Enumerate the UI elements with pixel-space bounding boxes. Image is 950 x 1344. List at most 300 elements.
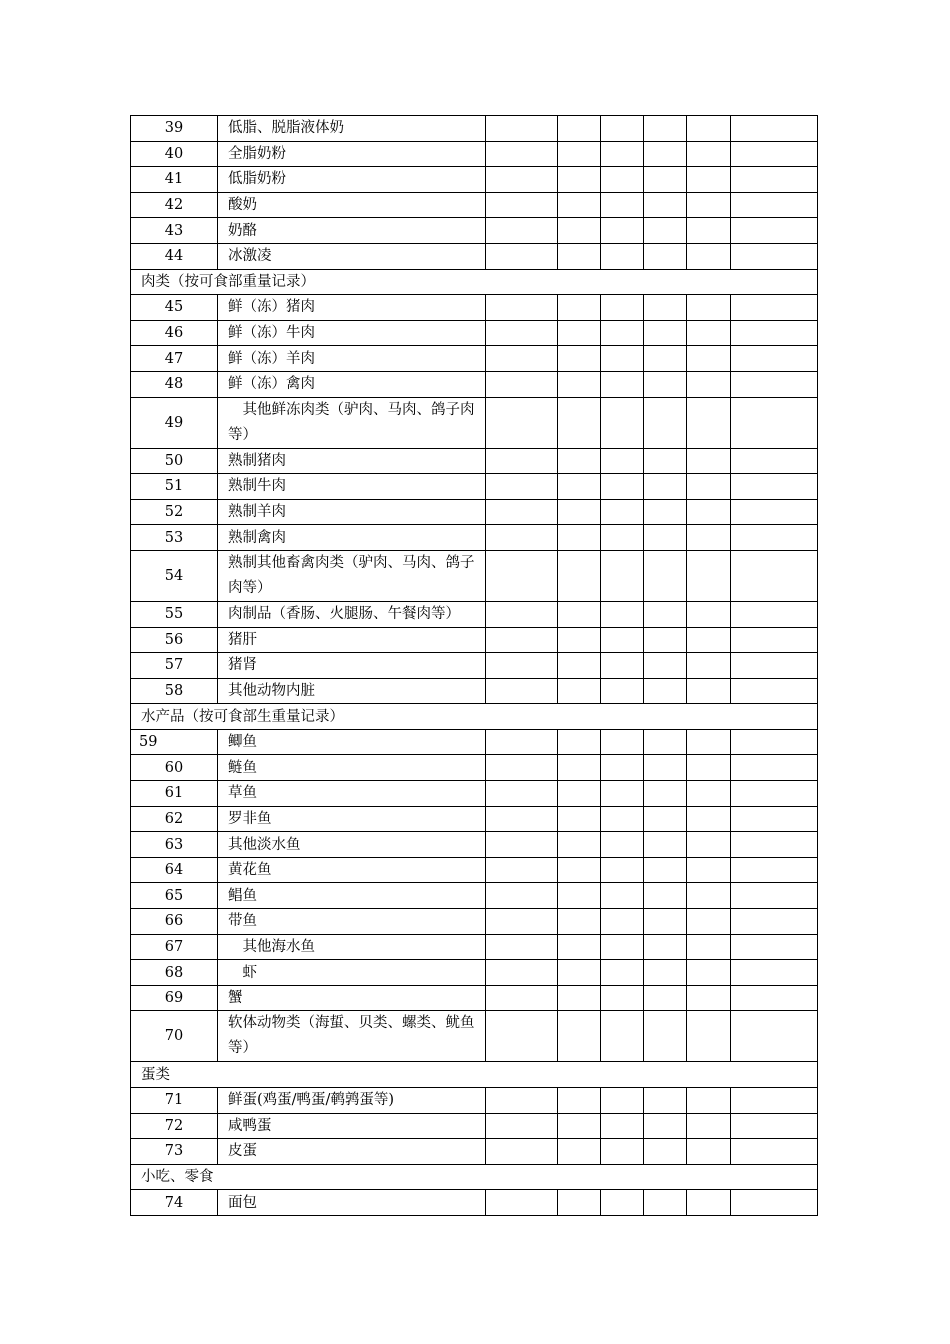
entry-cell[interactable]: [558, 218, 601, 244]
entry-cell[interactable]: [644, 678, 687, 704]
table-row: [131, 601, 818, 627]
entry-cell[interactable]: [731, 1113, 818, 1139]
table-row: [131, 243, 818, 269]
entry-cell[interactable]: [687, 448, 731, 474]
entry-cell[interactable]: [601, 806, 644, 832]
table-row: [131, 295, 818, 321]
food-name: 鲳鱼: [218, 883, 486, 909]
food-name: 熟制猪肉: [218, 448, 486, 474]
entry-cell[interactable]: [687, 346, 731, 372]
entry-cell[interactable]: [644, 192, 687, 218]
entry-cell[interactable]: [687, 1088, 731, 1114]
entry-cell[interactable]: [731, 755, 818, 781]
entry-cell[interactable]: [486, 678, 558, 704]
entry-cell[interactable]: [644, 960, 687, 986]
entry-cell[interactable]: [644, 627, 687, 653]
entry-cell[interactable]: [731, 525, 818, 551]
section-title: 肉类（按可食部重量记录）: [131, 269, 818, 295]
entry-cell[interactable]: [601, 627, 644, 653]
entry-cell[interactable]: [687, 320, 731, 346]
entry-cell[interactable]: [601, 883, 644, 909]
item-number: 56: [131, 627, 218, 653]
entry-cell[interactable]: [486, 806, 558, 832]
entry-cell[interactable]: [687, 192, 731, 218]
food-name: 软体动物类（海蜇、贝类、螺类、鱿鱼等）: [218, 1011, 486, 1062]
entry-cell[interactable]: [601, 448, 644, 474]
entry-cell[interactable]: [558, 474, 601, 500]
entry-cell[interactable]: [644, 1190, 687, 1216]
entry-cell[interactable]: [601, 243, 644, 269]
entry-cell[interactable]: [687, 781, 731, 807]
section-header-row: [131, 1062, 818, 1088]
entry-cell[interactable]: [486, 960, 558, 986]
entry-cell[interactable]: [644, 934, 687, 960]
entry-cell[interactable]: [601, 909, 644, 935]
entry-cell[interactable]: [644, 601, 687, 627]
entry-cell[interactable]: [644, 755, 687, 781]
entry-cell[interactable]: [731, 1190, 818, 1216]
entry-cell[interactable]: [558, 167, 601, 193]
table-row: [131, 167, 818, 193]
entry-cell[interactable]: [601, 1088, 644, 1114]
entry-cell[interactable]: [558, 1088, 601, 1114]
table-row: [131, 806, 818, 832]
entry-cell[interactable]: [687, 474, 731, 500]
entry-cell[interactable]: [486, 1113, 558, 1139]
entry-cell[interactable]: [644, 653, 687, 679]
table-row: [131, 346, 818, 372]
entry-cell[interactable]: [687, 218, 731, 244]
entry-cell[interactable]: [644, 1011, 687, 1062]
entry-cell[interactable]: [558, 909, 601, 935]
food-name: 低脂、脱脂液体奶: [218, 116, 486, 142]
item-number: 52: [131, 499, 218, 525]
entry-cell[interactable]: [601, 1011, 644, 1062]
entry-cell[interactable]: [601, 678, 644, 704]
item-number: 42: [131, 192, 218, 218]
entry-cell[interactable]: [601, 755, 644, 781]
entry-cell[interactable]: [687, 1113, 731, 1139]
entry-cell[interactable]: [731, 320, 818, 346]
entry-cell[interactable]: [644, 985, 687, 1011]
entry-cell[interactable]: [601, 525, 644, 551]
section-title: 水产品（按可食部生重量记录）: [131, 704, 818, 730]
entry-cell[interactable]: [558, 806, 601, 832]
food-name: 熟制羊肉: [218, 499, 486, 525]
entry-cell[interactable]: [644, 218, 687, 244]
food-name: 低脂奶粉: [218, 167, 486, 193]
item-number: 67: [131, 934, 218, 960]
entry-cell[interactable]: [687, 1011, 731, 1062]
entry-cell[interactable]: [687, 397, 731, 448]
entry-cell[interactable]: [558, 627, 601, 653]
entry-cell[interactable]: [687, 1190, 731, 1216]
entry-cell[interactable]: [731, 729, 818, 755]
entry-cell[interactable]: [558, 116, 601, 142]
entry-cell[interactable]: [486, 627, 558, 653]
entry-cell[interactable]: [558, 371, 601, 397]
table-row: [131, 755, 818, 781]
entry-cell[interactable]: [486, 550, 558, 601]
entry-cell[interactable]: [601, 985, 644, 1011]
entry-cell[interactable]: [486, 167, 558, 193]
item-number: 50: [131, 448, 218, 474]
entry-cell[interactable]: [731, 627, 818, 653]
item-number: 53: [131, 525, 218, 551]
food-name: 猪肝: [218, 627, 486, 653]
entry-cell[interactable]: [486, 192, 558, 218]
entry-cell[interactable]: [486, 116, 558, 142]
food-name: 鲜蛋(鸡蛋/鸭蛋/鹌鹑蛋等): [218, 1088, 486, 1114]
food-name: 冰激凌: [218, 243, 486, 269]
entry-cell[interactable]: [558, 192, 601, 218]
food-name: 其他淡水鱼: [218, 832, 486, 858]
entry-cell[interactable]: [558, 1113, 601, 1139]
item-number: 74: [131, 1190, 218, 1216]
entry-cell[interactable]: [687, 601, 731, 627]
table-row: [131, 627, 818, 653]
entry-cell[interactable]: [687, 295, 731, 321]
entry-cell[interactable]: [558, 448, 601, 474]
entry-cell[interactable]: [687, 985, 731, 1011]
entry-cell[interactable]: [731, 934, 818, 960]
entry-cell[interactable]: [687, 499, 731, 525]
food-name: 其他动物内脏: [218, 678, 486, 704]
food-name: 其他海水鱼: [218, 934, 486, 960]
entry-cell[interactable]: [601, 1190, 644, 1216]
entry-cell[interactable]: [558, 243, 601, 269]
item-number: 61: [131, 781, 218, 807]
entry-cell[interactable]: [558, 755, 601, 781]
entry-cell[interactable]: [644, 397, 687, 448]
entry-cell[interactable]: [601, 601, 644, 627]
entry-cell[interactable]: [601, 295, 644, 321]
entry-cell[interactable]: [644, 550, 687, 601]
entry-cell[interactable]: [486, 883, 558, 909]
entry-cell[interactable]: [731, 295, 818, 321]
entry-cell[interactable]: [486, 371, 558, 397]
entry-cell[interactable]: [687, 550, 731, 601]
entry-cell[interactable]: [731, 909, 818, 935]
entry-cell[interactable]: [601, 1139, 644, 1165]
food-name: 酸奶: [218, 192, 486, 218]
entry-cell[interactable]: [644, 474, 687, 500]
item-number: 45: [131, 295, 218, 321]
food-name: 草鱼: [218, 781, 486, 807]
item-number: 70: [131, 1011, 218, 1062]
entry-cell[interactable]: [558, 346, 601, 372]
entry-cell[interactable]: [601, 550, 644, 601]
entry-cell[interactable]: [558, 1011, 601, 1062]
entry-cell[interactable]: [687, 909, 731, 935]
entry-cell[interactable]: [731, 474, 818, 500]
item-number: 60: [131, 755, 218, 781]
entry-cell[interactable]: [644, 141, 687, 167]
item-number: 72: [131, 1113, 218, 1139]
food-name: 黄花鱼: [218, 857, 486, 883]
entry-cell[interactable]: [644, 781, 687, 807]
entry-cell[interactable]: [731, 397, 818, 448]
entry-cell[interactable]: [687, 678, 731, 704]
entry-cell[interactable]: [731, 448, 818, 474]
table-row: [131, 934, 818, 960]
entry-cell[interactable]: [731, 167, 818, 193]
section-title: 蛋类: [131, 1062, 818, 1088]
entry-cell[interactable]: [558, 960, 601, 986]
entry-cell[interactable]: [558, 781, 601, 807]
entry-cell[interactable]: [558, 320, 601, 346]
entry-cell[interactable]: [644, 320, 687, 346]
entry-cell[interactable]: [601, 371, 644, 397]
entry-cell[interactable]: [731, 653, 818, 679]
entry-cell[interactable]: [486, 909, 558, 935]
entry-cell[interactable]: [558, 934, 601, 960]
entry-cell[interactable]: [731, 806, 818, 832]
entry-cell[interactable]: [687, 857, 731, 883]
entry-cell[interactable]: [731, 141, 818, 167]
entry-cell[interactable]: [601, 192, 644, 218]
entry-cell[interactable]: [687, 653, 731, 679]
entry-cell[interactable]: [558, 601, 601, 627]
food-name: 面包: [218, 1190, 486, 1216]
food-name: 猪肾: [218, 653, 486, 679]
entry-cell[interactable]: [731, 960, 818, 986]
entry-cell[interactable]: [558, 883, 601, 909]
section-header-row: [131, 269, 818, 295]
entry-cell[interactable]: [486, 601, 558, 627]
entry-cell[interactable]: [687, 960, 731, 986]
entry-cell[interactable]: [687, 806, 731, 832]
entry-cell[interactable]: [486, 1139, 558, 1165]
item-number: 55: [131, 601, 218, 627]
entry-cell[interactable]: [731, 985, 818, 1011]
entry-cell[interactable]: [687, 116, 731, 142]
item-number: 39: [131, 116, 218, 142]
table-row: [131, 1011, 818, 1062]
table-row: [131, 397, 818, 448]
item-number: 43: [131, 218, 218, 244]
entry-cell[interactable]: [731, 243, 818, 269]
entry-cell[interactable]: [486, 295, 558, 321]
food-record-table: [130, 115, 818, 1216]
section-title: 小吃、零食: [131, 1164, 818, 1190]
entry-cell[interactable]: [644, 1113, 687, 1139]
entry-cell[interactable]: [687, 525, 731, 551]
entry-cell[interactable]: [644, 499, 687, 525]
entry-cell[interactable]: [558, 1139, 601, 1165]
item-number: 44: [131, 243, 218, 269]
entry-cell[interactable]: [558, 678, 601, 704]
food-name: 虾: [218, 960, 486, 986]
entry-cell[interactable]: [558, 1190, 601, 1216]
entry-cell[interactable]: [731, 499, 818, 525]
entry-cell[interactable]: [731, 883, 818, 909]
entry-cell[interactable]: [601, 167, 644, 193]
entry-cell[interactable]: [558, 550, 601, 601]
entry-cell[interactable]: [644, 729, 687, 755]
entry-cell[interactable]: [687, 141, 731, 167]
entry-cell[interactable]: [601, 1113, 644, 1139]
entry-cell[interactable]: [486, 243, 558, 269]
entry-cell[interactable]: [644, 167, 687, 193]
entry-cell[interactable]: [687, 729, 731, 755]
entry-cell[interactable]: [601, 320, 644, 346]
entry-cell[interactable]: [687, 1139, 731, 1165]
item-number: 65: [131, 883, 218, 909]
food-name: 熟制禽肉: [218, 525, 486, 551]
entry-cell[interactable]: [687, 167, 731, 193]
entry-cell[interactable]: [601, 729, 644, 755]
food-name: 全脂奶粉: [218, 141, 486, 167]
entry-cell[interactable]: [601, 218, 644, 244]
entry-cell[interactable]: [558, 985, 601, 1011]
entry-cell[interactable]: [644, 371, 687, 397]
entry-cell[interactable]: [558, 857, 601, 883]
entry-cell[interactable]: [486, 729, 558, 755]
entry-cell[interactable]: [644, 448, 687, 474]
table-row: [131, 1113, 818, 1139]
table-row: [131, 1139, 818, 1165]
food-name: 鲢鱼: [218, 755, 486, 781]
entry-cell[interactable]: [601, 653, 644, 679]
entry-cell[interactable]: [644, 243, 687, 269]
entry-cell[interactable]: [486, 985, 558, 1011]
table-body: [131, 116, 818, 1216]
table-row: [131, 909, 818, 935]
food-name: 皮蛋: [218, 1139, 486, 1165]
entry-cell[interactable]: [687, 832, 731, 858]
entry-cell[interactable]: [731, 832, 818, 858]
entry-cell[interactable]: [601, 141, 644, 167]
entry-cell[interactable]: [731, 678, 818, 704]
food-name: 鲜（冻）牛肉: [218, 320, 486, 346]
entry-cell[interactable]: [731, 1011, 818, 1062]
entry-cell[interactable]: [644, 1088, 687, 1114]
item-number: 40: [131, 141, 218, 167]
entry-cell[interactable]: [486, 1190, 558, 1216]
entry-cell[interactable]: [644, 857, 687, 883]
item-number: 48: [131, 371, 218, 397]
entry-cell[interactable]: [687, 883, 731, 909]
entry-cell[interactable]: [644, 909, 687, 935]
entry-cell[interactable]: [687, 934, 731, 960]
item-number: 49: [131, 397, 218, 448]
item-number: 51: [131, 474, 218, 500]
entry-cell[interactable]: [731, 857, 818, 883]
table-row: [131, 525, 818, 551]
entry-cell[interactable]: [731, 1139, 818, 1165]
entry-cell[interactable]: [486, 499, 558, 525]
entry-cell[interactable]: [558, 525, 601, 551]
table-row: [131, 678, 818, 704]
entry-cell[interactable]: [486, 1011, 558, 1062]
entry-cell[interactable]: [601, 934, 644, 960]
entry-cell[interactable]: [558, 832, 601, 858]
entry-cell[interactable]: [486, 141, 558, 167]
entry-cell[interactable]: [687, 371, 731, 397]
entry-cell[interactable]: [731, 601, 818, 627]
entry-cell[interactable]: [558, 141, 601, 167]
entry-cell[interactable]: [486, 397, 558, 448]
entry-cell[interactable]: [687, 627, 731, 653]
entry-cell[interactable]: [731, 550, 818, 601]
entry-cell[interactable]: [731, 346, 818, 372]
entry-cell[interactable]: [601, 781, 644, 807]
entry-cell[interactable]: [731, 218, 818, 244]
entry-cell[interactable]: [731, 1088, 818, 1114]
entry-cell[interactable]: [644, 1139, 687, 1165]
entry-cell[interactable]: [486, 346, 558, 372]
entry-cell[interactable]: [644, 525, 687, 551]
entry-cell[interactable]: [601, 116, 644, 142]
entry-cell[interactable]: [558, 729, 601, 755]
entry-cell[interactable]: [731, 781, 818, 807]
entry-cell[interactable]: [558, 499, 601, 525]
entry-cell[interactable]: [558, 653, 601, 679]
table-row: [131, 550, 818, 601]
entry-cell[interactable]: [601, 474, 644, 500]
entry-cell[interactable]: [644, 295, 687, 321]
entry-cell[interactable]: [558, 397, 601, 448]
entry-cell[interactable]: [486, 525, 558, 551]
entry-cell[interactable]: [486, 218, 558, 244]
entry-cell[interactable]: [644, 346, 687, 372]
entry-cell[interactable]: [486, 320, 558, 346]
entry-cell[interactable]: [601, 499, 644, 525]
entry-cell[interactable]: [486, 448, 558, 474]
table-row: [131, 448, 818, 474]
table-row: [131, 729, 818, 755]
entry-cell[interactable]: [687, 243, 731, 269]
table-row: [131, 985, 818, 1011]
food-name: 蟹: [218, 985, 486, 1011]
entry-cell[interactable]: [644, 832, 687, 858]
entry-cell[interactable]: [687, 755, 731, 781]
food-name: 咸鸭蛋: [218, 1113, 486, 1139]
item-number: 59: [131, 729, 218, 755]
entry-cell[interactable]: [486, 832, 558, 858]
entry-cell[interactable]: [731, 116, 818, 142]
entry-cell[interactable]: [486, 653, 558, 679]
entry-cell[interactable]: [731, 192, 818, 218]
entry-cell[interactable]: [601, 857, 644, 883]
table-row: [131, 499, 818, 525]
entry-cell[interactable]: [644, 883, 687, 909]
table-row: [131, 371, 818, 397]
food-name: 带鱼: [218, 909, 486, 935]
entry-cell[interactable]: [486, 755, 558, 781]
entry-cell[interactable]: [644, 806, 687, 832]
item-number: 66: [131, 909, 218, 935]
food-name: 熟制牛肉: [218, 474, 486, 500]
entry-cell[interactable]: [486, 857, 558, 883]
entry-cell[interactable]: [486, 934, 558, 960]
entry-cell[interactable]: [486, 781, 558, 807]
entry-cell[interactable]: [486, 1088, 558, 1114]
entry-cell[interactable]: [558, 295, 601, 321]
item-number: 46: [131, 320, 218, 346]
entry-cell[interactable]: [644, 116, 687, 142]
entry-cell[interactable]: [601, 832, 644, 858]
food-name: 奶酪: [218, 218, 486, 244]
entry-cell[interactable]: [601, 960, 644, 986]
entry-cell[interactable]: [601, 346, 644, 372]
section-header-row: [131, 1164, 818, 1190]
item-number: 54: [131, 550, 218, 601]
entry-cell[interactable]: [601, 397, 644, 448]
entry-cell[interactable]: [486, 474, 558, 500]
entry-cell[interactable]: [731, 371, 818, 397]
